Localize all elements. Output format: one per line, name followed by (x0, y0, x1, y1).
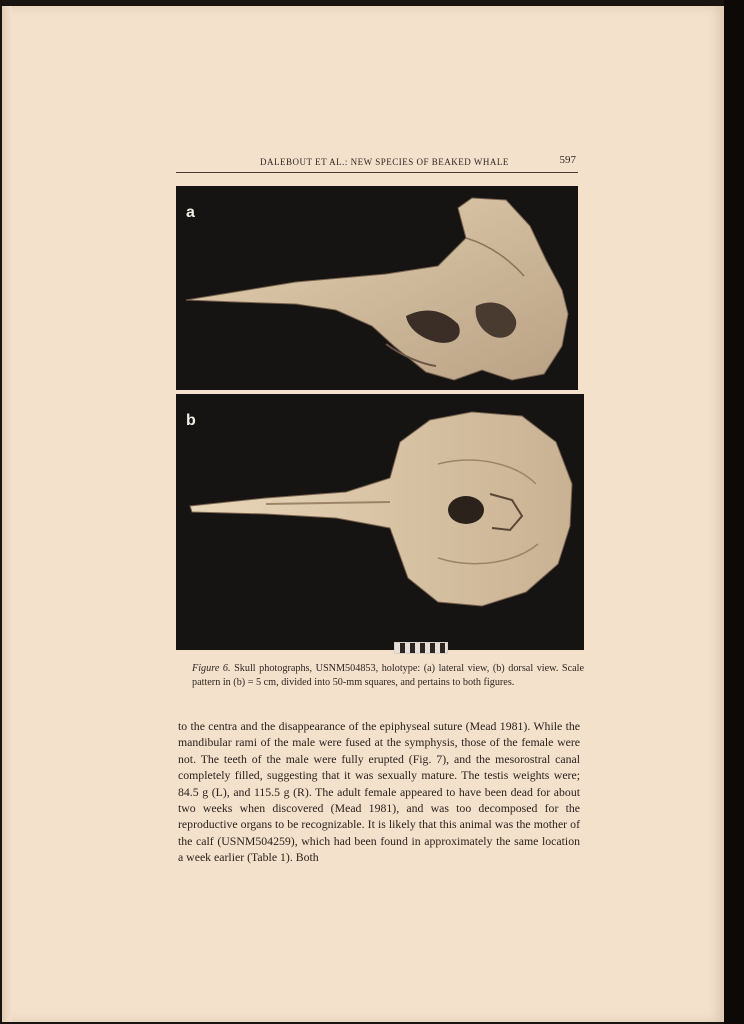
running-title: DALEBOUT ET AL.: NEW SPECIES OF BEAKED WHALE (260, 157, 509, 167)
paper-page (2, 6, 724, 1022)
caption-label: Figure 6. (192, 663, 231, 674)
panel-label-a: a (186, 204, 195, 221)
background-strip (724, 0, 744, 1024)
figure-panel-a (176, 186, 578, 390)
figure-caption (192, 662, 584, 689)
skull-dorsal-image (176, 394, 584, 650)
body-paragraph: to the centra and the disappearance of the epiphyseal suture (Mead 1981). While the mandibular rami of the male were fused at the symphysis, those of the female were not. The teeth of the male were fully erupted (Fig. 7), and the mesorostral canal completely filled, suggesting that it was sexually mature. The testis weights were; 84.5 g (L), and 115.5 g (R). The adult female appeared to have been dead for about two weeks when discovered (Mead 1981), and was too decomposed for the reproductive organs to be recognizable. It is likely that this animal was the mother of the calf (USNM504259), which had been found in approximately the same location a week earlier (Table 1). Both (178, 719, 580, 865)
skull-lateral-image (176, 186, 578, 390)
caption-text: Skull photographs, USNM504853, holotype: (a) lateral view, (b) dorsal view. Scale pattern in (b) = 5 cm, divided into 50-mm squares, and pertains to both figures. (192, 663, 584, 688)
panel-label-b: b (186, 412, 196, 429)
page-edge (2, 6, 12, 1022)
running-head (176, 154, 578, 173)
page-number: 597 (559, 154, 576, 166)
figure-panel-b (176, 394, 584, 650)
scale-bar (394, 642, 448, 654)
body-text (178, 718, 580, 866)
